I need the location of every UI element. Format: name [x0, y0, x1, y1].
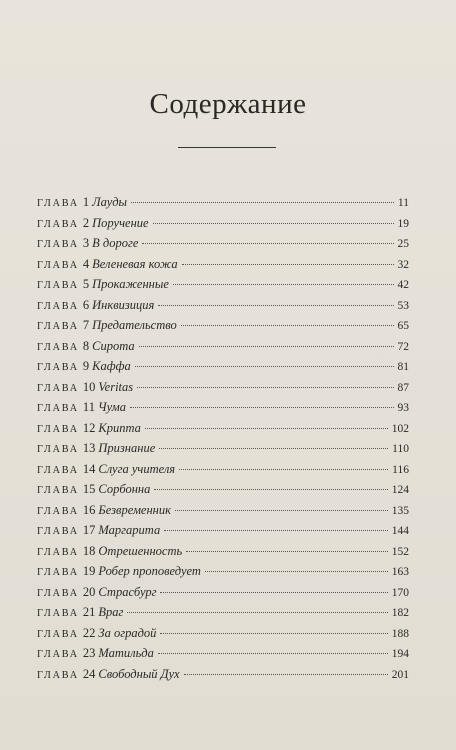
chapter-number: 4	[82, 256, 90, 271]
chapter-title: В дороге	[92, 236, 139, 250]
chapter-title: Сирота	[92, 338, 135, 353]
page-number: 93	[397, 402, 409, 414]
page-number: 11	[397, 197, 409, 209]
chapter-title: Свободный Дух	[98, 666, 180, 681]
page-number: 124	[391, 484, 409, 496]
chapter-title: Инквизиция	[92, 297, 155, 312]
toc-entry	[37, 602, 409, 623]
chapter-title: Маргарита	[98, 523, 161, 537]
chapter-title: Сорбонна	[98, 482, 151, 496]
chapter-title: Безвременник	[98, 502, 171, 517]
toc-entry	[37, 356, 409, 377]
dot-leader	[130, 407, 393, 408]
chapter-word: ГЛАВА	[37, 587, 79, 599]
toc-entry	[37, 459, 409, 480]
dot-leader	[182, 264, 394, 265]
toc-entry	[37, 418, 409, 439]
chapter-title: За оградой	[98, 625, 157, 640]
chapter-number: 5	[82, 277, 90, 291]
toc-entry	[37, 254, 409, 275]
chapter-word: ГЛАВА	[37, 300, 79, 312]
chapter-word: ГЛАВА	[37, 362, 79, 373]
chapter-word: ГЛАВА	[37, 382, 79, 394]
page-number: 182	[391, 607, 409, 619]
toc-entry	[37, 377, 409, 398]
chapter-number: 2	[82, 215, 90, 230]
chapter-title: Признание	[98, 441, 156, 455]
dot-leader	[205, 571, 388, 572]
page-number: 152	[391, 545, 409, 558]
dot-leader	[158, 305, 393, 306]
chapter-number: 3	[82, 236, 90, 250]
toc-entry	[37, 541, 409, 562]
chapter-number: 17	[82, 523, 96, 537]
dot-leader	[153, 223, 394, 224]
toc-entry	[37, 479, 409, 500]
chapter-word: ГЛАВА	[37, 608, 79, 619]
chapter-word: ГЛАВА	[37, 628, 79, 640]
chapter-title: Каффа	[92, 359, 131, 373]
page-number: 188	[391, 627, 409, 640]
toc-entry	[37, 274, 409, 295]
page-number: 194	[391, 648, 409, 660]
chapter-word: ГЛАВА	[37, 485, 79, 496]
page-number: 53	[397, 299, 409, 312]
chapter-title: Лауды	[92, 195, 128, 209]
dot-leader	[139, 346, 394, 347]
page-number: 25	[397, 238, 409, 250]
chapter-number: 23	[82, 646, 96, 660]
toc-entry	[37, 397, 409, 418]
chapter-word: ГЛАВА	[37, 423, 79, 435]
chapter-word: ГЛАВА	[37, 280, 79, 291]
page-number: 201	[391, 668, 409, 681]
page-title: Содержание	[149, 88, 307, 120]
page-number: 102	[391, 422, 409, 435]
chapter-number: 10	[82, 379, 96, 394]
chapter-word: ГЛАВА	[37, 649, 79, 660]
chapter-title: Матильда	[98, 646, 154, 660]
chapter-title: Поручение	[92, 215, 149, 230]
toc-entry	[37, 500, 409, 521]
chapter-word: ГЛАВА	[37, 403, 79, 414]
chapter-number: 8	[82, 338, 90, 353]
toc-entry	[37, 336, 409, 357]
dot-leader	[184, 674, 388, 675]
dot-leader	[159, 448, 388, 449]
toc-entry	[37, 561, 409, 582]
dot-leader	[127, 612, 387, 613]
chapter-title: Крипта	[98, 420, 141, 435]
dot-leader	[131, 202, 394, 203]
dot-leader	[173, 284, 394, 285]
toc-entry	[37, 664, 409, 685]
page-number: 110	[392, 443, 409, 455]
page-number: 81	[397, 361, 409, 373]
page-number: 144	[391, 525, 409, 537]
chapter-number: 20	[82, 584, 96, 599]
table-of-contents	[37, 192, 409, 684]
chapter-title: Прокаженные	[92, 277, 169, 291]
chapter-title: Страсбург	[98, 584, 157, 599]
toc-entry	[37, 438, 409, 459]
dot-leader	[181, 325, 394, 326]
chapter-word: ГЛАВА	[37, 546, 79, 558]
dot-leader	[137, 387, 393, 388]
toc-entry	[37, 192, 409, 213]
chapter-word: ГЛАВА	[37, 259, 79, 271]
toc-entry	[37, 623, 409, 644]
dot-leader	[158, 653, 388, 654]
chapter-word: ГЛАВА	[37, 444, 79, 455]
page-number: 72	[397, 340, 409, 353]
chapter-word: ГЛАВА	[37, 341, 79, 353]
chapter-word: ГЛАВА	[37, 505, 79, 517]
toc-entry	[37, 520, 409, 541]
dot-leader	[142, 243, 393, 244]
chapter-title: Отрешенность	[98, 543, 183, 558]
page-number: 19	[397, 217, 409, 230]
toc-entry	[37, 582, 409, 603]
chapter-number: 11	[82, 400, 95, 414]
chapter-word: ГЛАВА	[37, 669, 79, 681]
toc-entry	[37, 315, 409, 336]
page-number: 87	[397, 381, 409, 394]
toc-entry	[37, 213, 409, 234]
chapter-title: Veritas	[98, 379, 134, 394]
chapter-title: Враг	[98, 605, 124, 619]
chapter-word: ГЛАВА	[37, 321, 79, 332]
chapter-number: 6	[82, 297, 90, 312]
chapter-title: Предательство	[92, 318, 177, 332]
page-number: 135	[391, 504, 409, 517]
page-number: 116	[392, 463, 409, 476]
chapter-title: Чума	[97, 400, 127, 414]
chapter-number: 19	[82, 564, 96, 578]
chapter-word: ГЛАВА	[37, 198, 79, 209]
dot-leader	[160, 592, 387, 593]
chapter-title: Робер проповедует	[98, 564, 201, 578]
page-number: 163	[391, 566, 409, 578]
chapter-word: ГЛАВА	[37, 526, 79, 537]
chapter-number: 18	[82, 543, 96, 558]
page-number: 42	[397, 279, 409, 291]
chapter-title: Слуга учителя	[98, 461, 176, 476]
chapter-number: 22	[82, 625, 96, 640]
chapter-number: 9	[82, 359, 90, 373]
chapter-number: 14	[82, 461, 96, 476]
chapter-word: ГЛАВА	[37, 567, 79, 578]
chapter-number: 12	[82, 420, 96, 435]
chapter-word: ГЛАВА	[37, 218, 79, 230]
dot-leader	[154, 489, 387, 490]
dot-leader	[186, 551, 388, 552]
dot-leader	[175, 510, 388, 511]
dot-leader	[135, 366, 394, 367]
chapter-title: Веленевая кожа	[92, 256, 178, 271]
page-number: 32	[397, 258, 409, 271]
dot-leader	[179, 469, 388, 470]
title-rule	[178, 147, 276, 148]
toc-entry	[37, 643, 409, 664]
dot-leader	[145, 428, 388, 429]
chapter-number: 24	[82, 666, 96, 681]
chapter-number: 7	[82, 318, 90, 332]
chapter-number: 15	[82, 482, 96, 496]
page-number: 65	[397, 320, 409, 332]
chapter-number: 1	[82, 195, 90, 209]
chapter-word: ГЛАВА	[37, 239, 79, 250]
toc-entry	[37, 233, 409, 254]
dot-leader	[164, 530, 388, 531]
page-number: 170	[391, 586, 409, 599]
chapter-number: 16	[82, 502, 96, 517]
chapter-number: 13	[82, 441, 96, 455]
toc-entry	[37, 295, 409, 316]
dot-leader	[160, 633, 387, 634]
chapter-number: 21	[82, 605, 96, 619]
chapter-word: ГЛАВА	[37, 464, 79, 476]
